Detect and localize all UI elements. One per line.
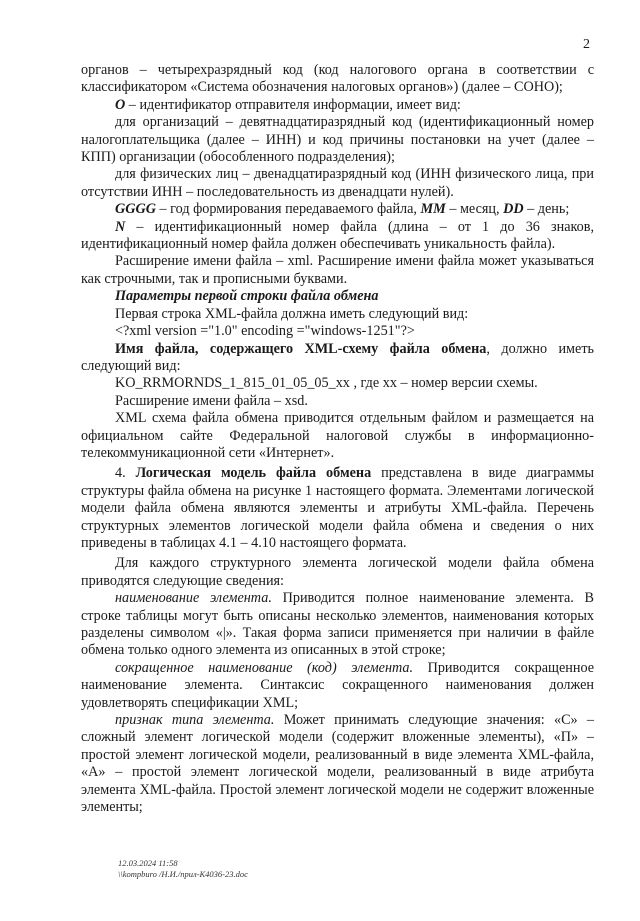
- term-schema-file-name: Имя файла, содержащего XML-схему файла обмена: [115, 340, 487, 357]
- paragraph-element-type: [81, 712, 594, 816]
- term-element-type: признак типа элемента.: [115, 712, 275, 729]
- term-logical-model: Логическая модель файла обмена: [135, 465, 372, 482]
- paragraph-file-number: [81, 219, 594, 254]
- footer-timestamp: 12.03.2024 11:58: [118, 858, 178, 868]
- paragraph-text: представлена в виде диаграммы структуры файла обмена на рисунке 1 настоящего формата. Элементами логической модели файла обмена являются элементы и атрибуты XML-файла. Перечень структурных элементов логической модели файла обмена и сведения о них приведены в таблицах 4.1 – 4.10 настоящего формата.: [81, 465, 595, 551]
- paragraph-text: Приводится сокращенное наименование элемента. Синтаксис сокращенного наименования должен удовлетворять спецификации XML;: [81, 659, 595, 711]
- paragraph-text: Может принимать следующие значения: «С» – сложный элемент логической модели (содержит вложенные элементы), «П» – простой элемент логической модели, реализованный в виде элемента XML-файла, «А» – простой элемент логической модели, реализованный в виде атрибута элемента XML-файла. Простой элемент логической модели не содержит вложенные элементы;: [81, 712, 594, 816]
- paragraph-extension-xml: Расширение имени файла – xml. Расширение имени файла может указываться как строчными, так и прописными буквами.: [81, 253, 594, 287]
- page-number: 2: [583, 37, 590, 52]
- paragraph-individuals: для физических лиц – двенадцатиразрядный код (ИНН физического лица, при отсутствии ИНН – последовательность из двенадцати нулей).: [81, 166, 594, 200]
- term-gggg: GGGG: [115, 201, 156, 218]
- paragraph-element-name: [81, 590, 594, 660]
- paragraph-extension-xsd: Расширение имени файла – xsd.: [115, 392, 308, 409]
- paragraph-organizations: для организаций – девятнадцатиразрядный код (идентификационный номер налогоплательщика (далее – ИНН) и код причины постановки на учет (далее – КПП) организации (обособленного подразделения);: [81, 114, 594, 166]
- paragraph-text: – месяц,: [445, 201, 504, 218]
- paragraph-text: – идентификационный номер файла (длина – от 1 до 36 знаков, идентификационный номер файла должен обеспечивать уникальность файла).: [81, 218, 594, 253]
- paragraph-sender-id: [81, 97, 594, 114]
- paragraph-element-code: [81, 660, 594, 712]
- section-number: 4.: [115, 465, 136, 482]
- term-element-code: сокращенное наименование (код) элемента.: [115, 659, 414, 676]
- term-mm: MM: [420, 201, 446, 218]
- paragraph-text: – идентификатор отправителя информации, имеет вид:: [125, 96, 461, 113]
- term-dd: DD: [503, 201, 524, 218]
- paragraph-first-line: Первая строка XML-файла должна иметь следующий вид:: [115, 305, 469, 322]
- paragraph-schema-publication: XML схема файла обмена приводится отдельным файлом и размещается на официальном сайте Федеральной налоговой службы в информационно-телекоммуникационной сети «Интернет».: [81, 410, 594, 461]
- section-heading-first-line: Параметры первой строки файла обмена: [115, 288, 379, 305]
- paragraph-text: – год формирования передаваемого файла,: [155, 201, 421, 218]
- document-footer: [118, 858, 248, 880]
- paragraph-text: – день;: [523, 201, 570, 218]
- paragraph-sono: органов – четырехразрядный код (код налогового органа в соответствии с классификатором «Система обозначения налоговых органов») (далее – СОНО);: [81, 62, 594, 96]
- document-body: [81, 62, 594, 816]
- paragraph-xml-declaration: <?xml version ="1.0" encoding ="windows-1251"?>: [115, 323, 415, 340]
- footer-file-path: \\kompburo /Н.И./прил-К4036-23.doc: [118, 869, 248, 879]
- term-n: N: [115, 218, 126, 235]
- term-o: O: [115, 96, 126, 113]
- term-element-name: наименование элемента.: [115, 590, 272, 607]
- paragraph-element-info: Для каждого структурного элемента логической модели файла обмена приводятся следующие сведения:: [81, 555, 594, 589]
- paragraph-date-format: [81, 201, 594, 218]
- paragraph-schema-name: [81, 341, 594, 376]
- paragraph-text: , должно иметь следующий вид:: [81, 340, 595, 374]
- paragraph-text: Приводится полное наименование элемента. В строке таблицы могут быть описаны несколько элементов, наименования которых разделены символом «|». Такая форма записи применяется при наличии в файле обмена только одного элемента из описанных в этой строке;: [81, 590, 594, 659]
- paragraph-schema-code: KO_RRMORNDS_1_815_01_05_05_xx , где xx – номер версии схемы.: [115, 375, 538, 392]
- paragraph-logical-model: [81, 465, 594, 552]
